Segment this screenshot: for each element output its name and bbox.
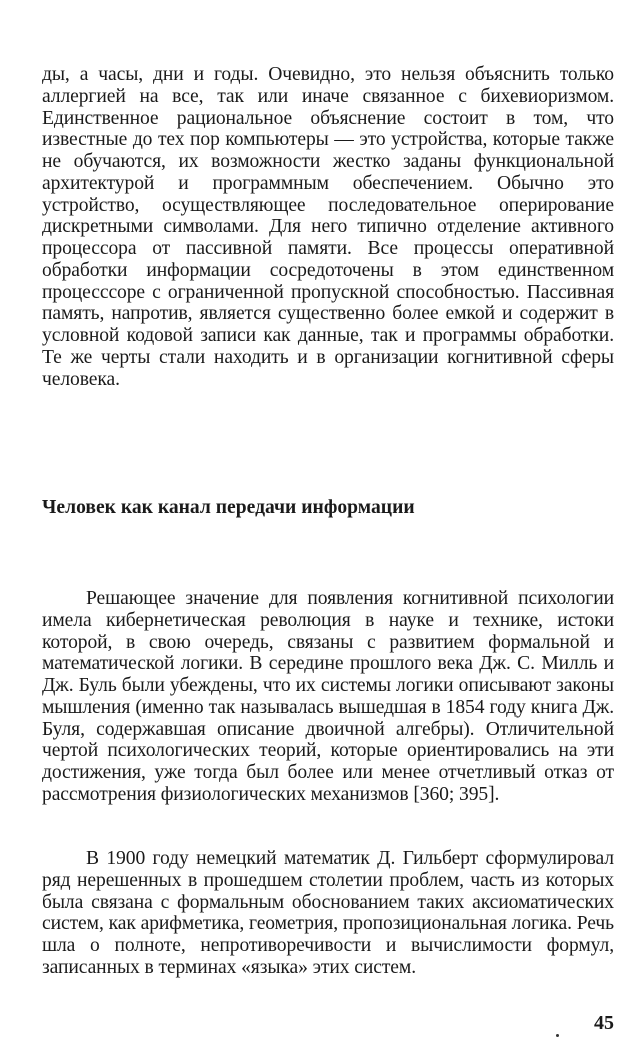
print-speck: [556, 1034, 559, 1037]
body-paragraph-3: В 1900 году немецкий математик Д. Гильберт сформулировал ряд нерешенных в прошедшем столетии проблем, часть из которых была связана с формальным обоснованием таких аксиоматических систем, как арифметика, геометрия, пропозициональная логика. Речь шла о полноте, непротиворечивости и вычислимости формул, записанных в терминах «языка» этих систем.: [42, 848, 614, 978]
body-paragraph-2: Решающее значение для появления когнитивной психологии имела кибернетическая революция в науке и технике, истоки которой, в свою очередь, связаны с развитием формальной и математической логики. В середине прошлого века Дж. С. Милль и Дж. Буль были убеждены, что их системы логики описывают законы мышления (именно так называлась вышедшая в 1854 году книга Дж. Буля, содержавшая описание двоичной алгебры). Отличительной чертой психологических теорий, которые ориентировались на эти достижения, уже тогда был более или менее отчетливый отказ от рассмотрения физиологических механизмов [360; 395].: [42, 588, 614, 805]
body-paragraph-1: ды, а часы, дни и годы. Очевидно, это нельзя объяснить только аллергией на все, так или иначе связанное с бихевиоризмом. Единственное рациональное объяснение состоит в том, что известные до тех пор компьютеры — это устройства, которые также не обучаются, их возможности жестко заданы функциональной архитектурой и программным обеспечением. Обычно это устройство, осуществляющее последовательное оперирование дискретными символами. Для него типично отделение активного процессора от пассивной памяти. Все процессы оперативной обработки информации сосредоточены в этом единственном процесссоре с ограниченной пропускной способностью. Пассивная память, напротив, является существенно более емкой и содержит в условной кодовой записи как данные, так и программы обработки. Те же черты стали находить и в организации когнитивной сферы человека.: [42, 64, 614, 390]
section-heading: Человек как канал передачи информации: [42, 497, 415, 518]
book-page: [42, 0, 614, 1045]
page-number: 45: [594, 1012, 614, 1034]
